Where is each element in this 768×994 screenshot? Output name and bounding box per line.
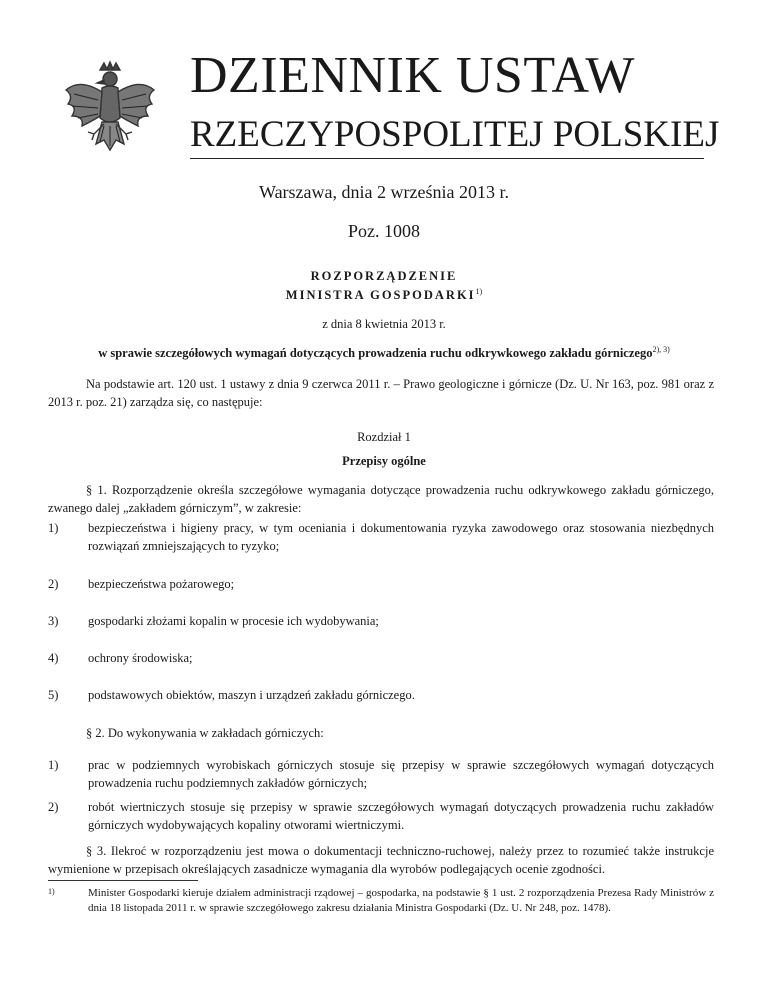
gazette-subtitle: RZECZYPOSPOLITEJ POLSKIEJ: [190, 114, 720, 155]
list-item-text: bezpieczeństwa i higieny pracy, w tym oceniania i dokumentowania ryzyka zawodowego oraz stosowania niezbędnych rozwiązań zmniejszających to ryzyko;: [88, 521, 714, 553]
list-item-number: 3): [48, 614, 59, 628]
list-item-number: 2): [48, 577, 59, 591]
act-type: ROZPORZĄDZENIE: [310, 269, 458, 283]
gazette-title: DZIENNIK USTAW: [190, 47, 635, 104]
footnote-ref: 1): [475, 287, 483, 296]
footnote-number: 1): [48, 887, 55, 896]
footnote-ref: 2), 3): [652, 345, 670, 354]
list-item-text: ochrony środowiska;: [88, 651, 193, 665]
footnote-text: Minister Gospodarki kieruje działem administracji rządowej – gospodarka, na podstawie § 1 ust. 2 rozporządzenia Prezesa Rady Ministrów z dnia 18 listopada 2011 r. w sprawie szczegółowego zakresu działania Ministra Gospodarki (Dz. U. Nr 248, poz. 1478).: [88, 887, 714, 915]
footnote-divider: [48, 880, 198, 881]
act-author-text: MINISTRA GOSPODARKI: [285, 288, 476, 303]
section-3: § 3. Ilekroć w rozporządzeniu jest mowa o dokumentacji techniczno-ruchowej, należy przez to rozumieć także instrukcje wymienione w przepisach określających zasadnicze wymagania dla wyrobów podlegających ocenie zgodności.: [48, 844, 714, 876]
list-item-number: 4): [48, 651, 59, 665]
list-item-number: 1): [48, 758, 59, 772]
list-item-text: bezpieczeństwa pożarowego;: [88, 577, 235, 591]
act-date: z dnia 8 kwietnia 2013 r.: [322, 317, 446, 331]
section-1: § 1. Rozporządzenie określa szczegółowe wymagania dotyczące prowadzenia ruchu odkrywkowego zakładu górniczego, zwanego dalej „zakładem górniczym”, w zakresie:: [48, 483, 714, 515]
list-item-text: podstawowych obiektów, maszyn i urządzeń zakładu górniczego.: [88, 688, 415, 702]
list-item-number: 5): [48, 688, 59, 702]
section-2: § 2. Do wykonywania w zakładach górniczych:: [86, 726, 324, 740]
list-item-text: gospodarki złożami kopalin w procesie ich wydobywania;: [88, 614, 379, 628]
chapter-label: Rozdział 1: [357, 430, 411, 444]
list-item-text: prac w podziemnych wyrobiskach górniczych stosuje się przepisy w sprawie szczegółowych wymagań dotyczących prowadzenia ruchu podziemnych zakładów górniczych;: [88, 758, 714, 790]
list-item-number: 1): [48, 521, 59, 535]
issue-position: Poz. 1008: [348, 221, 420, 241]
chapter-title: Przepisy ogólne: [342, 454, 426, 468]
act-title-text: w sprawie szczegółowych wymagań dotyczących prowadzenia ruchu odkrywkowego zakładu górniczego: [98, 346, 653, 361]
legal-basis: Na podstawie art. 120 ust. 1 ustawy z dnia 9 czerwca 2011 r. – Prawo geologiczne i górnicze (Dz. U. Nr 163, poz. 981 oraz z 2013 r. poz. 21) zarządza się, co następuje:: [48, 377, 714, 409]
issue-date: Warszawa, dnia 2 września 2013 r.: [259, 182, 509, 202]
list-item-text: robót wiertniczych stosuje się przepisy w sprawie szczegółowych wymagań dotyczących prowadzenia ruchu zakładów górniczych wydobywających kopaliny otworami wiertniczymi.: [88, 800, 714, 832]
list-item-number: 2): [48, 800, 59, 814]
